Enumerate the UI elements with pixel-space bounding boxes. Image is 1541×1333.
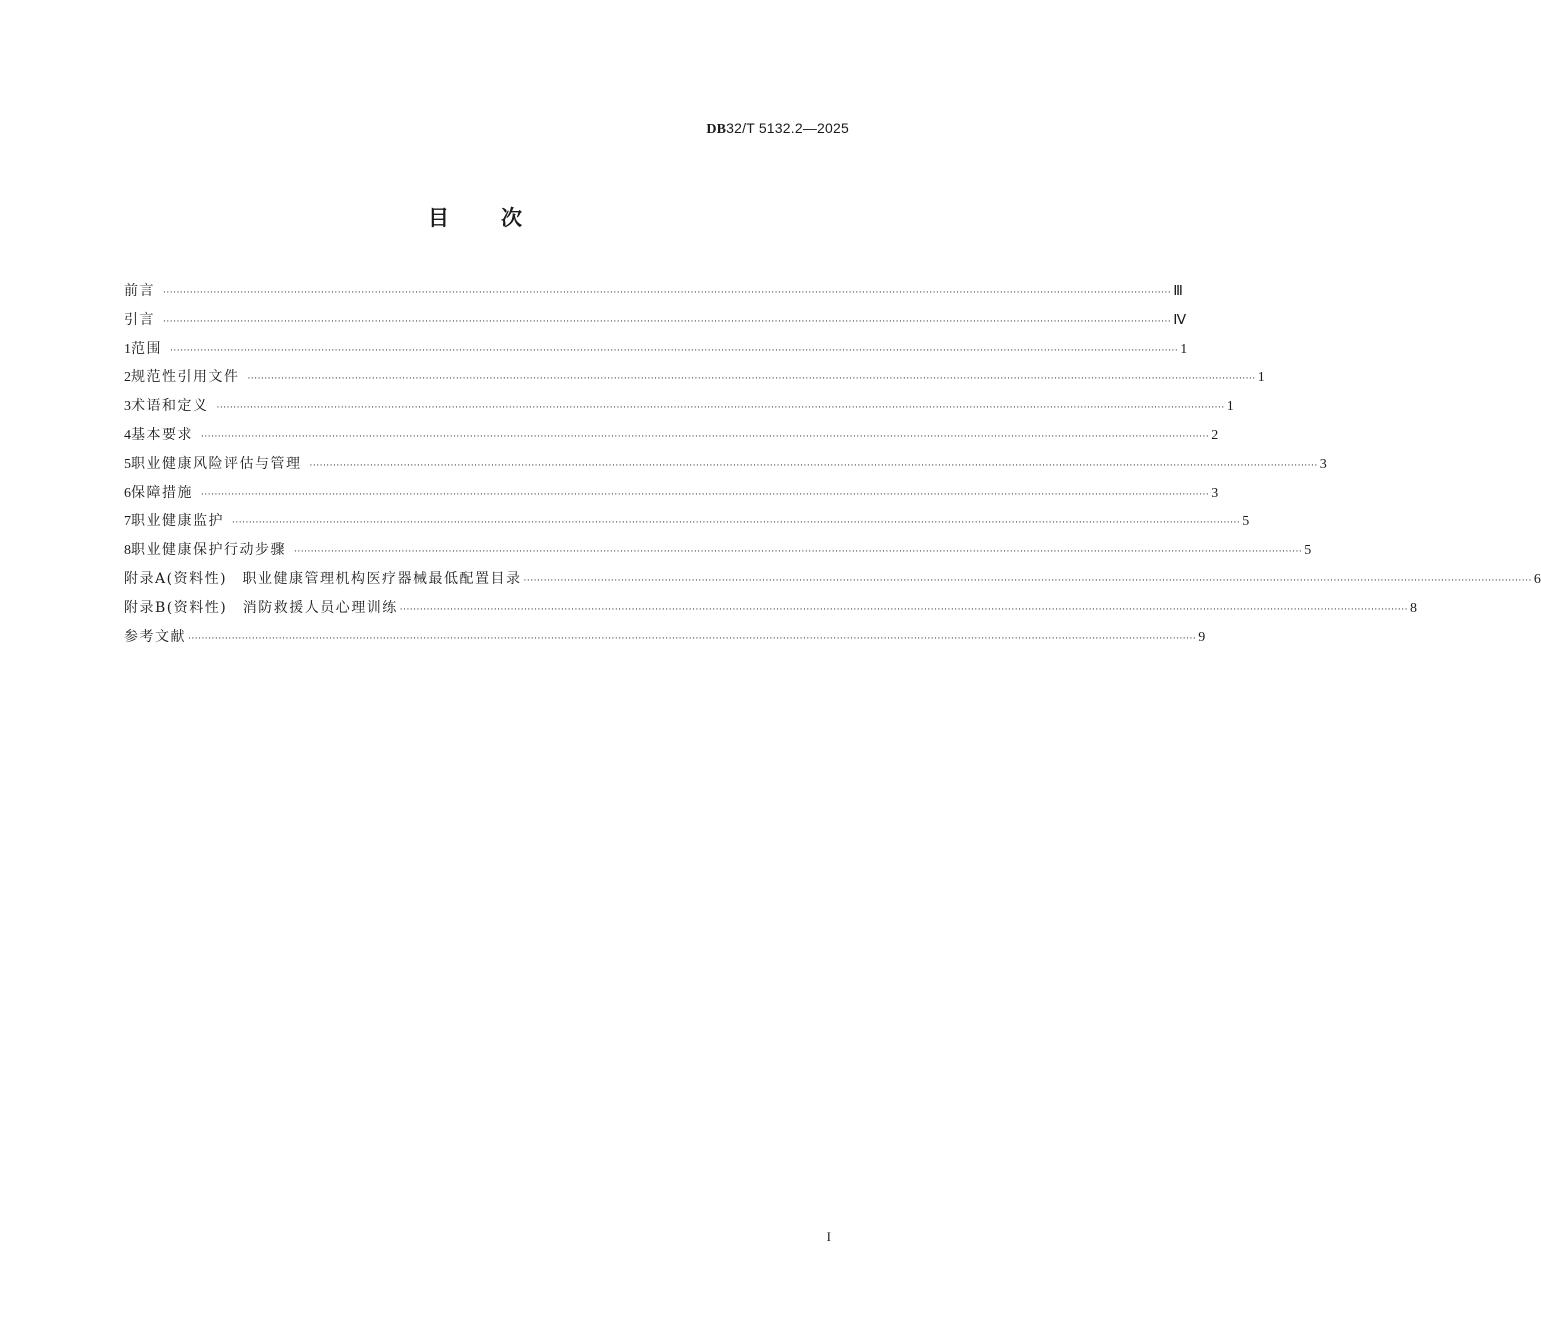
toc-entry-label: 术语和定义 (131, 398, 209, 415)
toc-entry-label: 参考文献 (124, 628, 186, 645)
toc-entry-6[interactable] (124, 482, 1219, 511)
toc-entry-number: 1 (124, 341, 131, 357)
toc-entry-label: 职业健康保护行动步骤 (131, 542, 286, 559)
dot-leader: ············································································································································································································································································································ (523, 575, 1532, 586)
toc-entry-references[interactable] (124, 626, 1206, 655)
toc-entry-page: 2 (1211, 427, 1219, 443)
toc-entry-page: 5 (1242, 514, 1250, 530)
toc-entry-label: 基本要求 (131, 426, 193, 443)
toc-entry-foreword[interactable] (124, 280, 1183, 309)
toc-entry-appendix-b[interactable] (124, 597, 1417, 626)
toc-entry-page: 5 (1304, 543, 1312, 559)
dot-leader: ············································································································································································································································································································ (201, 431, 1210, 442)
dot-leader: ············································································································································································································································································································ (163, 316, 1172, 327)
dot-leader: ············································································································································································································································································································ (188, 633, 1197, 644)
toc-entry-1[interactable] (124, 338, 1188, 367)
toc-entry-label: 保障措施 (131, 484, 193, 501)
page-number: I (826, 1229, 831, 1244)
toc-entry-label: 范围 (131, 340, 162, 357)
toc-entry-page: 3 (1319, 456, 1327, 472)
toc-entry-label: 附录B(资料性) 消防救援人员心理训练 (124, 599, 398, 616)
toc-entry-number: 3 (124, 399, 131, 415)
dot-leader: ············································································································································································································································································································ (201, 489, 1210, 500)
toc-entry-4[interactable] (124, 424, 1219, 453)
toc-entry-8[interactable] (124, 539, 1312, 568)
toc-entry-label: 职业健康监护 (131, 513, 224, 530)
toc-entry-page: 9 (1198, 629, 1206, 645)
dot-leader: ············································································································································································································································································································ (216, 403, 1225, 414)
dot-leader: ············································································································································································································································································································ (247, 374, 1256, 385)
standard-code: 32/T 5132.2—2025 (726, 120, 849, 136)
toc-entry-number: 4 (124, 427, 131, 443)
toc-entry-7[interactable] (124, 510, 1250, 539)
dot-leader: ············································································································································································································································································································ (170, 345, 1179, 356)
dot-leader: ············································································································································································································································································································ (163, 288, 1172, 298)
toc-entry-page: 1 (1226, 399, 1234, 415)
toc-entry-page: Ⅲ (1173, 284, 1183, 299)
toc-entry-5[interactable] (124, 453, 1327, 482)
toc-entry-number: 7 (124, 514, 131, 530)
toc-entry-3[interactable] (124, 395, 1234, 424)
toc-entry-page: 3 (1211, 485, 1219, 501)
dot-leader: ············································································································································································································································································································ (309, 460, 1318, 471)
toc-entry-2[interactable] (124, 366, 1265, 395)
page-title: 目次 (428, 206, 574, 230)
dot-leader: ············································································································································································································································································································ (232, 518, 1241, 529)
toc-entry-introduction[interactable] (124, 309, 1187, 338)
toc-entry-appendix-a[interactable] (124, 568, 1541, 597)
standard-prefix: DB (706, 122, 727, 137)
toc-entry-page: 1 (1257, 370, 1265, 386)
dot-leader: ············································································································································································································································································································ (294, 547, 1303, 558)
toc-entry-page: 6 (1533, 571, 1541, 587)
toc-entry-label: 职业健康风险评估与管理 (131, 455, 302, 472)
toc-entry-label: 规范性引用文件 (131, 369, 240, 386)
toc-entry-number: 2 (124, 370, 131, 386)
toc-entry-page: 8 (1409, 600, 1417, 616)
toc-entry-page: 1 (1180, 341, 1188, 357)
toc-entry-page: Ⅳ (1173, 312, 1187, 328)
toc-entry-label: 前言 (124, 283, 155, 299)
toc-entry-number: 6 (124, 485, 131, 501)
standard-number (706, 120, 849, 138)
toc-entry-label: 附录A(资料性) 职业健康管理机构医疗器械最低配置目录 (124, 570, 522, 587)
toc-entry-number: 8 (124, 543, 131, 559)
dot-leader: ············································································································································································································································································································ (399, 604, 1408, 615)
toc-entry-label: 引言 (124, 311, 155, 328)
toc-entry-number: 5 (124, 456, 131, 472)
table-of-contents (124, 280, 1541, 654)
